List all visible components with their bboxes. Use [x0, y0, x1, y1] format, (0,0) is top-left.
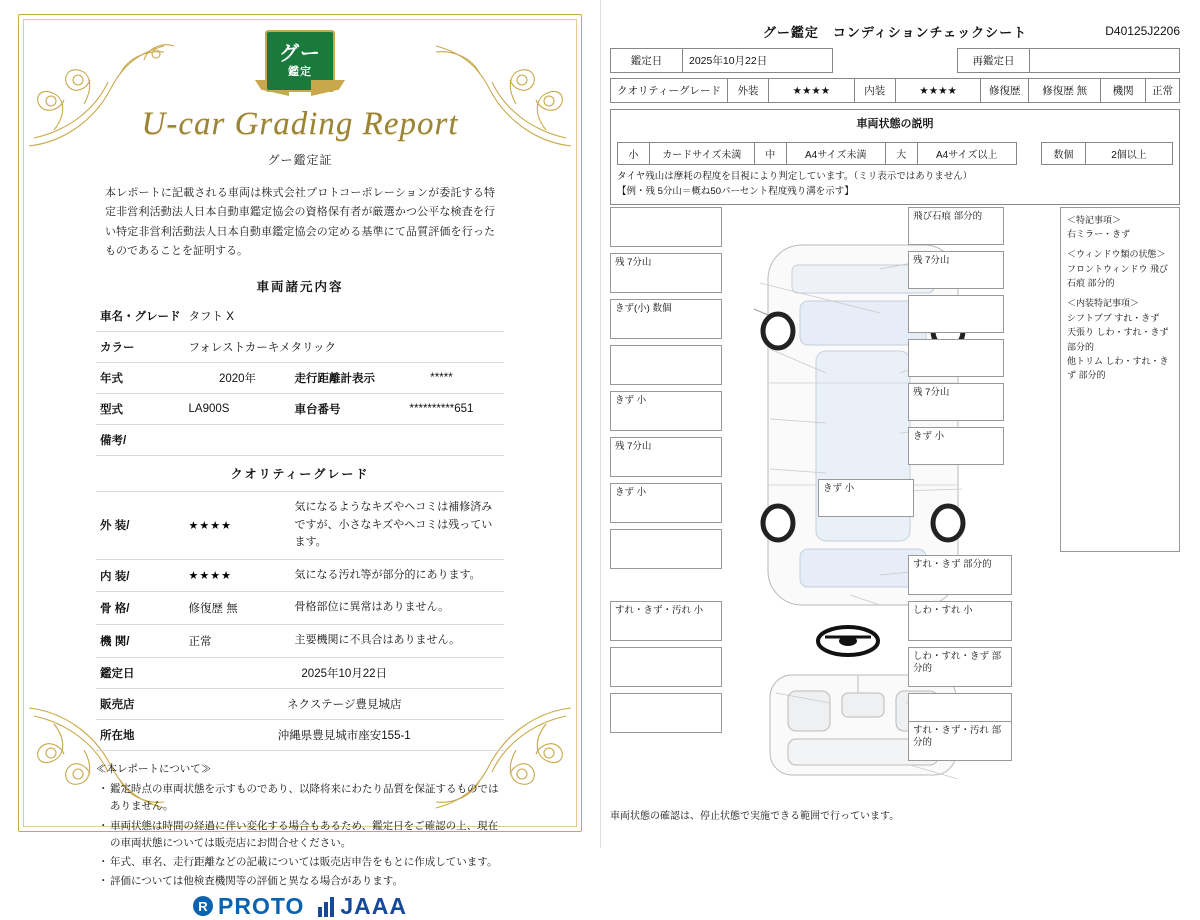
remarks-head-3: ＜内装特記事項＞: [1067, 298, 1140, 309]
size-val-medium: A4サイズ未満: [786, 143, 885, 165]
grade-text-frame: 骨格部位に異常はありません。: [291, 592, 505, 625]
table-row: [96, 559, 504, 592]
callout-box: すれ・きず・汚れ 小: [610, 601, 722, 641]
value-reinspection-date: [1030, 49, 1180, 73]
jaaa-bars-icon: [318, 895, 334, 917]
label-reinspection-date: 再鑑定日: [958, 49, 1030, 73]
callout-box: きず 小: [610, 483, 722, 523]
value-inspection-date: 2025年10月22日: [683, 49, 833, 73]
grade-stars-interior: ★★★★: [185, 559, 291, 592]
goo-badge-line1: グー: [279, 43, 321, 66]
note-item: ・ 年式、車名、走行距離などの記載については販売店申告をもとに作成しています。: [110, 854, 504, 871]
table-row: [96, 492, 504, 560]
state-section-title: 車両状態の説明: [610, 109, 1180, 136]
grade-row-table: [610, 78, 1180, 103]
callout-box: [610, 647, 722, 687]
grade-section-title: クオリティーグレード: [96, 456, 504, 492]
callout-box: 残 7分山: [610, 253, 722, 293]
value-exterior-stars: ★★★★: [769, 79, 855, 103]
intro-paragraph: 本レポートに記載される車両は株式会社プロトコーポレーションが委託する特定非営利活動法人日本自動車鑑定協会の資格保有者が厳選かつ公平な検査を行い特定非営利活動法人日本自動車鑑定協会の定める基準にて品質評価を行ったものであることを証明する。: [105, 187, 495, 257]
grade-label-interior: 内 装/: [96, 559, 185, 592]
remarks-panel: [1060, 207, 1180, 552]
remarks-line-3b: 天張り しわ・すれ・きず 部分的: [1067, 327, 1169, 352]
size-key-medium: 中: [754, 143, 786, 165]
grade-text-interior: 気になる汚れ等が部分的にあります。: [291, 559, 505, 592]
note-item: ・ 車両状態は時間の経過に伴い変化する場合もあるため、鑑定日をご確認の上、現在の車両状態については販売店にお問合せください。: [110, 818, 504, 853]
note-item: ・ 鑑定時点の車両状態を示すものであり、以降将来にわたり品質を保証するものではありません。: [110, 781, 504, 816]
spec-value-remarks: [185, 425, 505, 456]
footer-label-dealer: 販売店: [96, 688, 185, 719]
remarks-line-3a: シフトブブ すれ・きず: [1067, 312, 1160, 323]
count-key: 数個: [1041, 143, 1085, 165]
callout-box: すれ・きず 部分的: [908, 555, 1012, 595]
callout-box: きず 小: [610, 391, 722, 431]
footer-label-date: 鑑定日: [96, 657, 185, 688]
value-engine: 正常: [1146, 79, 1180, 103]
grade-value-engine: 正常: [185, 624, 291, 657]
tire-note-line1: タイヤ残山は摩耗の程度を目視により判定しています。（ミリ表示ではありません）: [617, 171, 973, 182]
callout-box: しわ・すれ 小: [908, 601, 1012, 641]
footer-value-address: 沖縄県豊見城市座安155-1: [185, 719, 505, 750]
spec-label-mileage: 走行距離計表示: [291, 363, 380, 394]
spec-label-model: 型式: [96, 394, 185, 425]
jaaa-logo-text: JAAA: [340, 892, 407, 919]
label-exterior: 外装: [727, 79, 768, 103]
grade-value-frame: 修復歴 無: [185, 592, 291, 625]
grade-text-exterior: 気になるようなキズやヘコミは補修済みですが、小さなキズやヘコミは残っています。: [291, 492, 505, 560]
label-repair-history: 修復歴: [981, 79, 1029, 103]
callout-box: すれ・きず・汚れ 部分的: [908, 721, 1012, 761]
notes-block: [96, 761, 504, 893]
table-row: [96, 657, 504, 688]
page-title: U-car Grading Report: [141, 106, 459, 142]
table-row: [96, 456, 504, 492]
callout-box: 飛び石痕 部分的: [908, 207, 1004, 245]
footer-value-date: 2025年10月22日: [185, 657, 505, 688]
footer-value-dealer: ネクステージ豊見城店: [185, 688, 505, 719]
goo-badge-line2: 鑑定: [288, 66, 312, 79]
table-row: [96, 394, 504, 425]
callout-box: 残 7分山: [610, 437, 722, 477]
date-row-table: [610, 48, 1180, 73]
spec-label-color: カラー: [96, 332, 185, 363]
sheet-header: [610, 22, 1180, 48]
callout-box: [610, 529, 722, 569]
proto-logo: [193, 893, 304, 920]
spec-value-mileage: *****: [379, 363, 504, 394]
vehicle-diagram-area: [610, 207, 1180, 772]
notes-heading: ≪本レポートについて≫: [96, 762, 212, 775]
callout-box: きず(小) 数個: [610, 299, 722, 339]
label-engine: 機関: [1101, 79, 1146, 103]
remarks-line-3c: 他トリム しわ・すれ・きず 部分的: [1067, 356, 1169, 381]
table-row: [96, 363, 504, 394]
size-legend-table: [617, 142, 1017, 165]
condition-check-sheet: [600, 0, 1200, 848]
logo-row: [193, 893, 407, 920]
spec-section-title: 車両諸元内容: [256, 280, 344, 294]
proto-logo-text: PROTO: [218, 892, 305, 919]
remarks-head-1: ＜特記事項＞: [1067, 214, 1122, 225]
spec-value-color: フォレストカーキメタリック: [185, 332, 505, 363]
callout-box: きず 小: [818, 479, 914, 517]
value-repair-history: 修復歴 無: [1029, 79, 1101, 103]
size-key-large: 大: [885, 143, 917, 165]
grade-label-frame: 骨 格/: [96, 592, 185, 625]
spec-value-name: タフト X: [185, 301, 505, 332]
table-row: [96, 301, 504, 332]
label-inspection-date: 鑑定日: [611, 49, 683, 73]
certificate-panel: [0, 0, 600, 919]
table-row: [96, 332, 504, 363]
spec-value-model: LA900S: [185, 394, 291, 425]
page-subtitle: グー鑑定証: [267, 153, 333, 167]
size-val-large: A4サイズ以上: [917, 143, 1016, 165]
spec-label-chassis: 車台番号: [291, 394, 380, 425]
spec-label-name: 車名・グレード: [96, 301, 185, 332]
count-val: 2個以上: [1086, 143, 1173, 165]
sheet-title: グー鑑定 コンディションチェックシート: [762, 25, 1028, 40]
grade-stars-exterior: ★★★★: [185, 492, 291, 560]
jaaa-logo: [318, 893, 407, 920]
count-legend-table: [1041, 142, 1173, 165]
tire-note-line2: 【例・残 5分山＝概ね50パーセント程度残り溝を示す】: [617, 186, 854, 198]
table-row: [96, 688, 504, 719]
note-item: ・ 評価については他検査機関等の評価と異なる場合があります。: [110, 873, 504, 890]
spec-label-remarks: 備考/: [96, 425, 185, 456]
sheet-code: D40125J2206: [1105, 24, 1180, 38]
label-interior: 内装: [854, 79, 895, 103]
table-row: [96, 425, 504, 456]
callout-box: [610, 207, 722, 247]
sheet-footer-note: 車両状態の確認は、停止状態で実施できる範囲で行っています。: [610, 811, 900, 822]
footer-label-address: 所在地: [96, 719, 185, 750]
grade-label-engine: 機 関/: [96, 624, 185, 657]
table-row: [611, 79, 1180, 103]
spec-value-year: 2020年: [185, 363, 291, 394]
grade-label-exterior: 外 装/: [96, 492, 185, 560]
steering-wheel-icon: [818, 627, 878, 655]
callout-box: 残 7分山: [908, 251, 1004, 289]
callout-box: しわ・すれ・きず 部分的: [908, 647, 1012, 687]
value-interior-stars: ★★★★: [895, 79, 981, 103]
table-row: [611, 49, 1180, 73]
callout-box: [610, 693, 722, 733]
table-row: [96, 592, 504, 625]
remarks-line-2: フロントウィンドウ 飛び石痕 部分的: [1067, 263, 1168, 289]
proto-mark-icon: R: [193, 896, 213, 916]
remarks-line-1: 右ミラー・きず: [1067, 228, 1131, 239]
grade-text-engine: 主要機関に不具合はありません。: [291, 624, 505, 657]
callout-box: 残 7分山: [908, 383, 1004, 421]
size-key-small: 小: [618, 143, 650, 165]
state-section-body: [610, 136, 1180, 205]
table-row: [96, 719, 504, 750]
spec-label-year: 年式: [96, 363, 185, 394]
callout-box: きず 小: [908, 427, 1004, 465]
goo-badge: [265, 28, 335, 92]
table-row: [1041, 143, 1172, 165]
table-row: [96, 624, 504, 657]
table-row: [618, 143, 1017, 165]
size-val-small: カードサイズ未満: [649, 143, 754, 165]
spec-value-chassis: **********651: [379, 394, 504, 425]
label-quality-grade: クオリティーグレード: [611, 79, 728, 103]
callout-box: [908, 295, 1004, 333]
callout-box: [908, 339, 1004, 377]
spec-table: [96, 301, 504, 751]
callout-box: [610, 345, 722, 385]
remarks-head-2: ＜ウィンドウ類の状態＞: [1067, 249, 1166, 260]
